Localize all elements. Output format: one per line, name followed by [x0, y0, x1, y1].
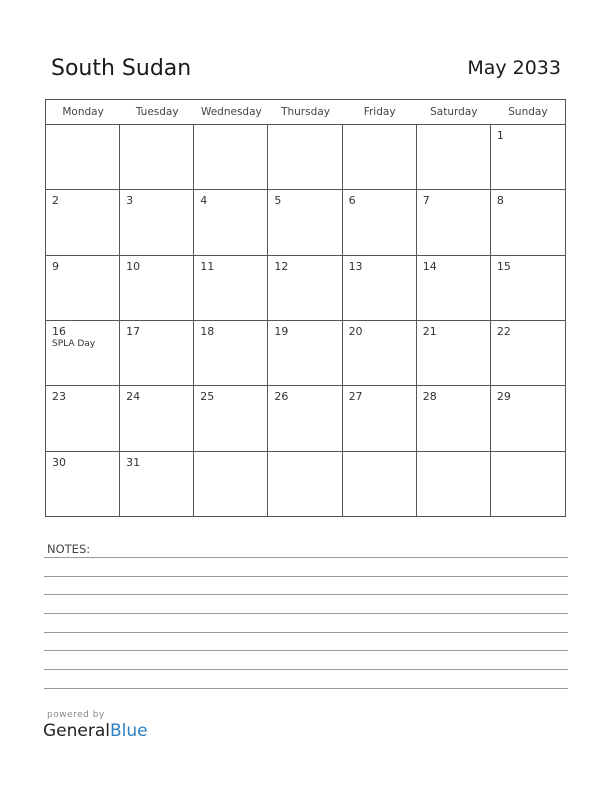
day-cell [194, 190, 268, 255]
day-cell [46, 256, 120, 321]
day-number: 10 [126, 259, 141, 273]
day-number: 13 [348, 259, 363, 273]
day-cell [194, 256, 268, 321]
brand-part1: General [43, 721, 110, 741]
weekday-header [46, 100, 565, 125]
day-number: 6 [348, 194, 356, 208]
day-cell [491, 190, 565, 255]
day-cell [417, 452, 491, 517]
day-number: 29 [496, 390, 511, 404]
day-number: 22 [496, 325, 511, 338]
day-number: 15 [496, 259, 511, 273]
notes-line [44, 632, 568, 633]
country-title: South Sudan [51, 56, 192, 81]
day-cell [417, 321, 491, 386]
day-number: 26 [274, 390, 289, 404]
day-cell [343, 452, 417, 517]
notes-line [44, 613, 568, 614]
day-cell [194, 452, 268, 517]
day-cell [268, 256, 342, 321]
day-number: 27 [348, 390, 363, 404]
day-cell [268, 125, 342, 190]
day-cell [491, 321, 565, 386]
day-cell [491, 452, 565, 517]
day-cell [491, 386, 565, 451]
day-number: 28 [422, 390, 437, 404]
notes-line [44, 669, 568, 670]
day-cell [343, 386, 417, 451]
notes-label: NOTES: [47, 542, 91, 556]
day-cell [120, 386, 194, 451]
day-cell [268, 321, 342, 386]
day-cell [343, 321, 417, 386]
notes-line [44, 576, 568, 577]
day-number: 20 [348, 325, 363, 338]
day-cell [46, 190, 120, 255]
day-cell [194, 125, 268, 190]
day-number: 11 [200, 259, 215, 273]
day-cell [268, 386, 342, 451]
notes-line [44, 557, 568, 558]
day-cell [343, 125, 417, 190]
day-number: 2 [52, 194, 59, 208]
notes-line [44, 688, 568, 689]
day-number: 12 [274, 259, 289, 273]
day-number: 19 [274, 325, 289, 338]
weekday-label: Friday [363, 106, 396, 118]
day-cell [491, 256, 565, 321]
calendar-grid [45, 99, 566, 517]
day-cell [268, 452, 342, 517]
day-number: 25 [200, 390, 215, 404]
day-cell [417, 125, 491, 190]
day-cell [46, 125, 120, 190]
day-cell [194, 386, 268, 451]
day-cell [343, 256, 417, 321]
day-number: 5 [274, 194, 282, 208]
day-number: 23 [52, 390, 66, 404]
day-number: 24 [126, 390, 141, 404]
weekday-label: Sunday [508, 106, 548, 118]
day-cell [46, 321, 120, 386]
day-number: 17 [126, 325, 141, 338]
day-number: 16 [52, 325, 66, 338]
day-cells [46, 125, 565, 517]
weekday-label: Tuesday [135, 106, 179, 118]
day-cell [417, 190, 491, 255]
month-year-title: May 2033 [467, 57, 561, 79]
day-cell [491, 125, 565, 190]
day-number: 8 [496, 194, 504, 208]
day-number: 18 [200, 325, 215, 338]
notes-line [44, 650, 568, 651]
day-number: 1 [496, 129, 504, 142]
notes-line [44, 594, 568, 595]
brand-part2: Blue [110, 721, 148, 741]
day-number: 4 [200, 194, 208, 208]
day-cell [417, 256, 491, 321]
powered-by-text: powered by [47, 710, 105, 720]
generalblue-logo [43, 721, 148, 741]
day-cell [120, 452, 194, 517]
day-cell [343, 190, 417, 255]
day-cell [120, 321, 194, 386]
day-cell [120, 256, 194, 321]
day-number: 3 [126, 194, 134, 208]
day-number: 14 [422, 259, 437, 273]
holiday-label: SPLA Day [52, 339, 96, 349]
day-cell [194, 321, 268, 386]
weekday-label: Thursday [281, 106, 330, 118]
weekday-label: Wednesday [200, 106, 262, 118]
day-cell [46, 386, 120, 451]
weekday-label: Saturday [430, 106, 478, 118]
day-cell [120, 190, 194, 255]
day-number: 31 [126, 455, 141, 469]
day-cell [46, 452, 120, 517]
day-number: 9 [52, 259, 59, 273]
day-number: 30 [52, 455, 66, 469]
day-cell [120, 125, 194, 190]
day-number: 7 [422, 194, 430, 208]
day-number: 21 [422, 325, 437, 338]
day-cell [417, 386, 491, 451]
day-cell [268, 190, 342, 255]
weekday-label: Monday [62, 106, 104, 118]
